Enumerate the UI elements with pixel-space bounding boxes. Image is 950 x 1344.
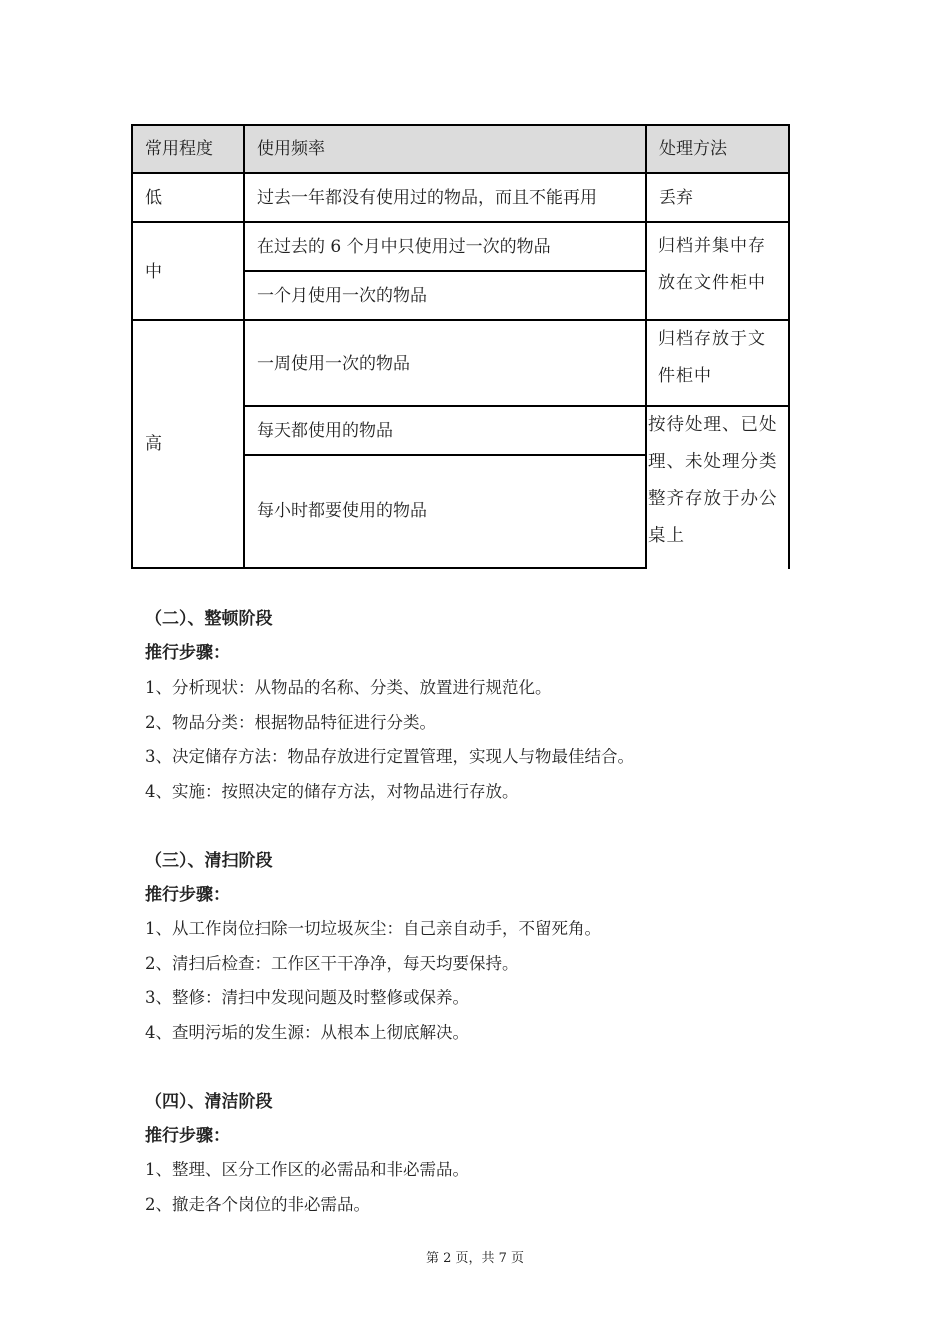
step-3-1: 1、从工作岗位扫除一切垃圾灰尘：自己亲自动手，不留死角。 bbox=[145, 919, 601, 938]
level-high: 高 bbox=[145, 434, 162, 454]
method-high-2: 按待处理、已处理、未处理分类整齐存放于办公桌上 bbox=[648, 415, 778, 546]
header-frequency: 使用频率 bbox=[257, 139, 325, 159]
freq-medium-2: 一个月使用一次的物品 bbox=[257, 286, 427, 306]
steps-label-2: 推行步骤： bbox=[145, 643, 230, 663]
classification-table bbox=[131, 124, 790, 569]
method-low: 丢弃 bbox=[659, 188, 693, 208]
step-2-1: 1、分析现状：从物品的名称、分类、放置进行规范化。 bbox=[145, 678, 552, 697]
level-medium: 中 bbox=[145, 262, 162, 282]
step-2-3: 3、决定储存方法：物品存放进行定置管理，实现人与物最佳结合。 bbox=[145, 747, 634, 766]
page-footer: 第 2 页，共 7 页 bbox=[425, 1251, 525, 1266]
step-2-2: 2、物品分类：根据物品特征进行分类。 bbox=[145, 713, 436, 732]
section-title-4: （四）、清洁阶段 bbox=[145, 1092, 273, 1112]
section-title-2: （二）、整顿阶段 bbox=[145, 609, 273, 629]
method-medium: 归档并集中存放在文件柜中 bbox=[658, 236, 766, 293]
step-3-3: 3、整修：清扫中发现问题及时整修或保养。 bbox=[145, 988, 469, 1007]
step-2-4: 4、实施：按照决定的储存方法，对物品进行存放。 bbox=[145, 782, 519, 801]
step-3-4: 4、查明污垢的发生源：从根本上彻底解决。 bbox=[145, 1023, 469, 1042]
freq-high-3: 每小时都要使用的物品 bbox=[257, 501, 427, 521]
freq-high-1: 一周使用一次的物品 bbox=[257, 354, 410, 374]
steps-label-4: 推行步骤： bbox=[145, 1126, 230, 1146]
header-level: 常用程度 bbox=[145, 139, 213, 159]
steps-label-3: 推行步骤： bbox=[145, 885, 230, 905]
level-low: 低 bbox=[145, 188, 162, 208]
freq-medium-1: 在过去的 6 个月中只使用过一次的物品 bbox=[257, 237, 551, 257]
step-4-2: 2、撤走各个岗位的非必需品。 bbox=[145, 1195, 370, 1214]
freq-high-2: 每天都使用的物品 bbox=[257, 421, 393, 441]
freq-low: 过去一年都没有使用过的物品，而且不能再用 bbox=[257, 188, 597, 208]
method-high-1: 归档存放于文件柜中 bbox=[658, 329, 766, 386]
step-4-1: 1、整理、区分工作区的必需品和非必需品。 bbox=[145, 1160, 469, 1179]
step-3-2: 2、清扫后检查：工作区干干净净，每天均要保持。 bbox=[145, 954, 519, 973]
header-method: 处理方法 bbox=[659, 139, 727, 159]
section-title-3: （三）、清扫阶段 bbox=[145, 851, 273, 871]
